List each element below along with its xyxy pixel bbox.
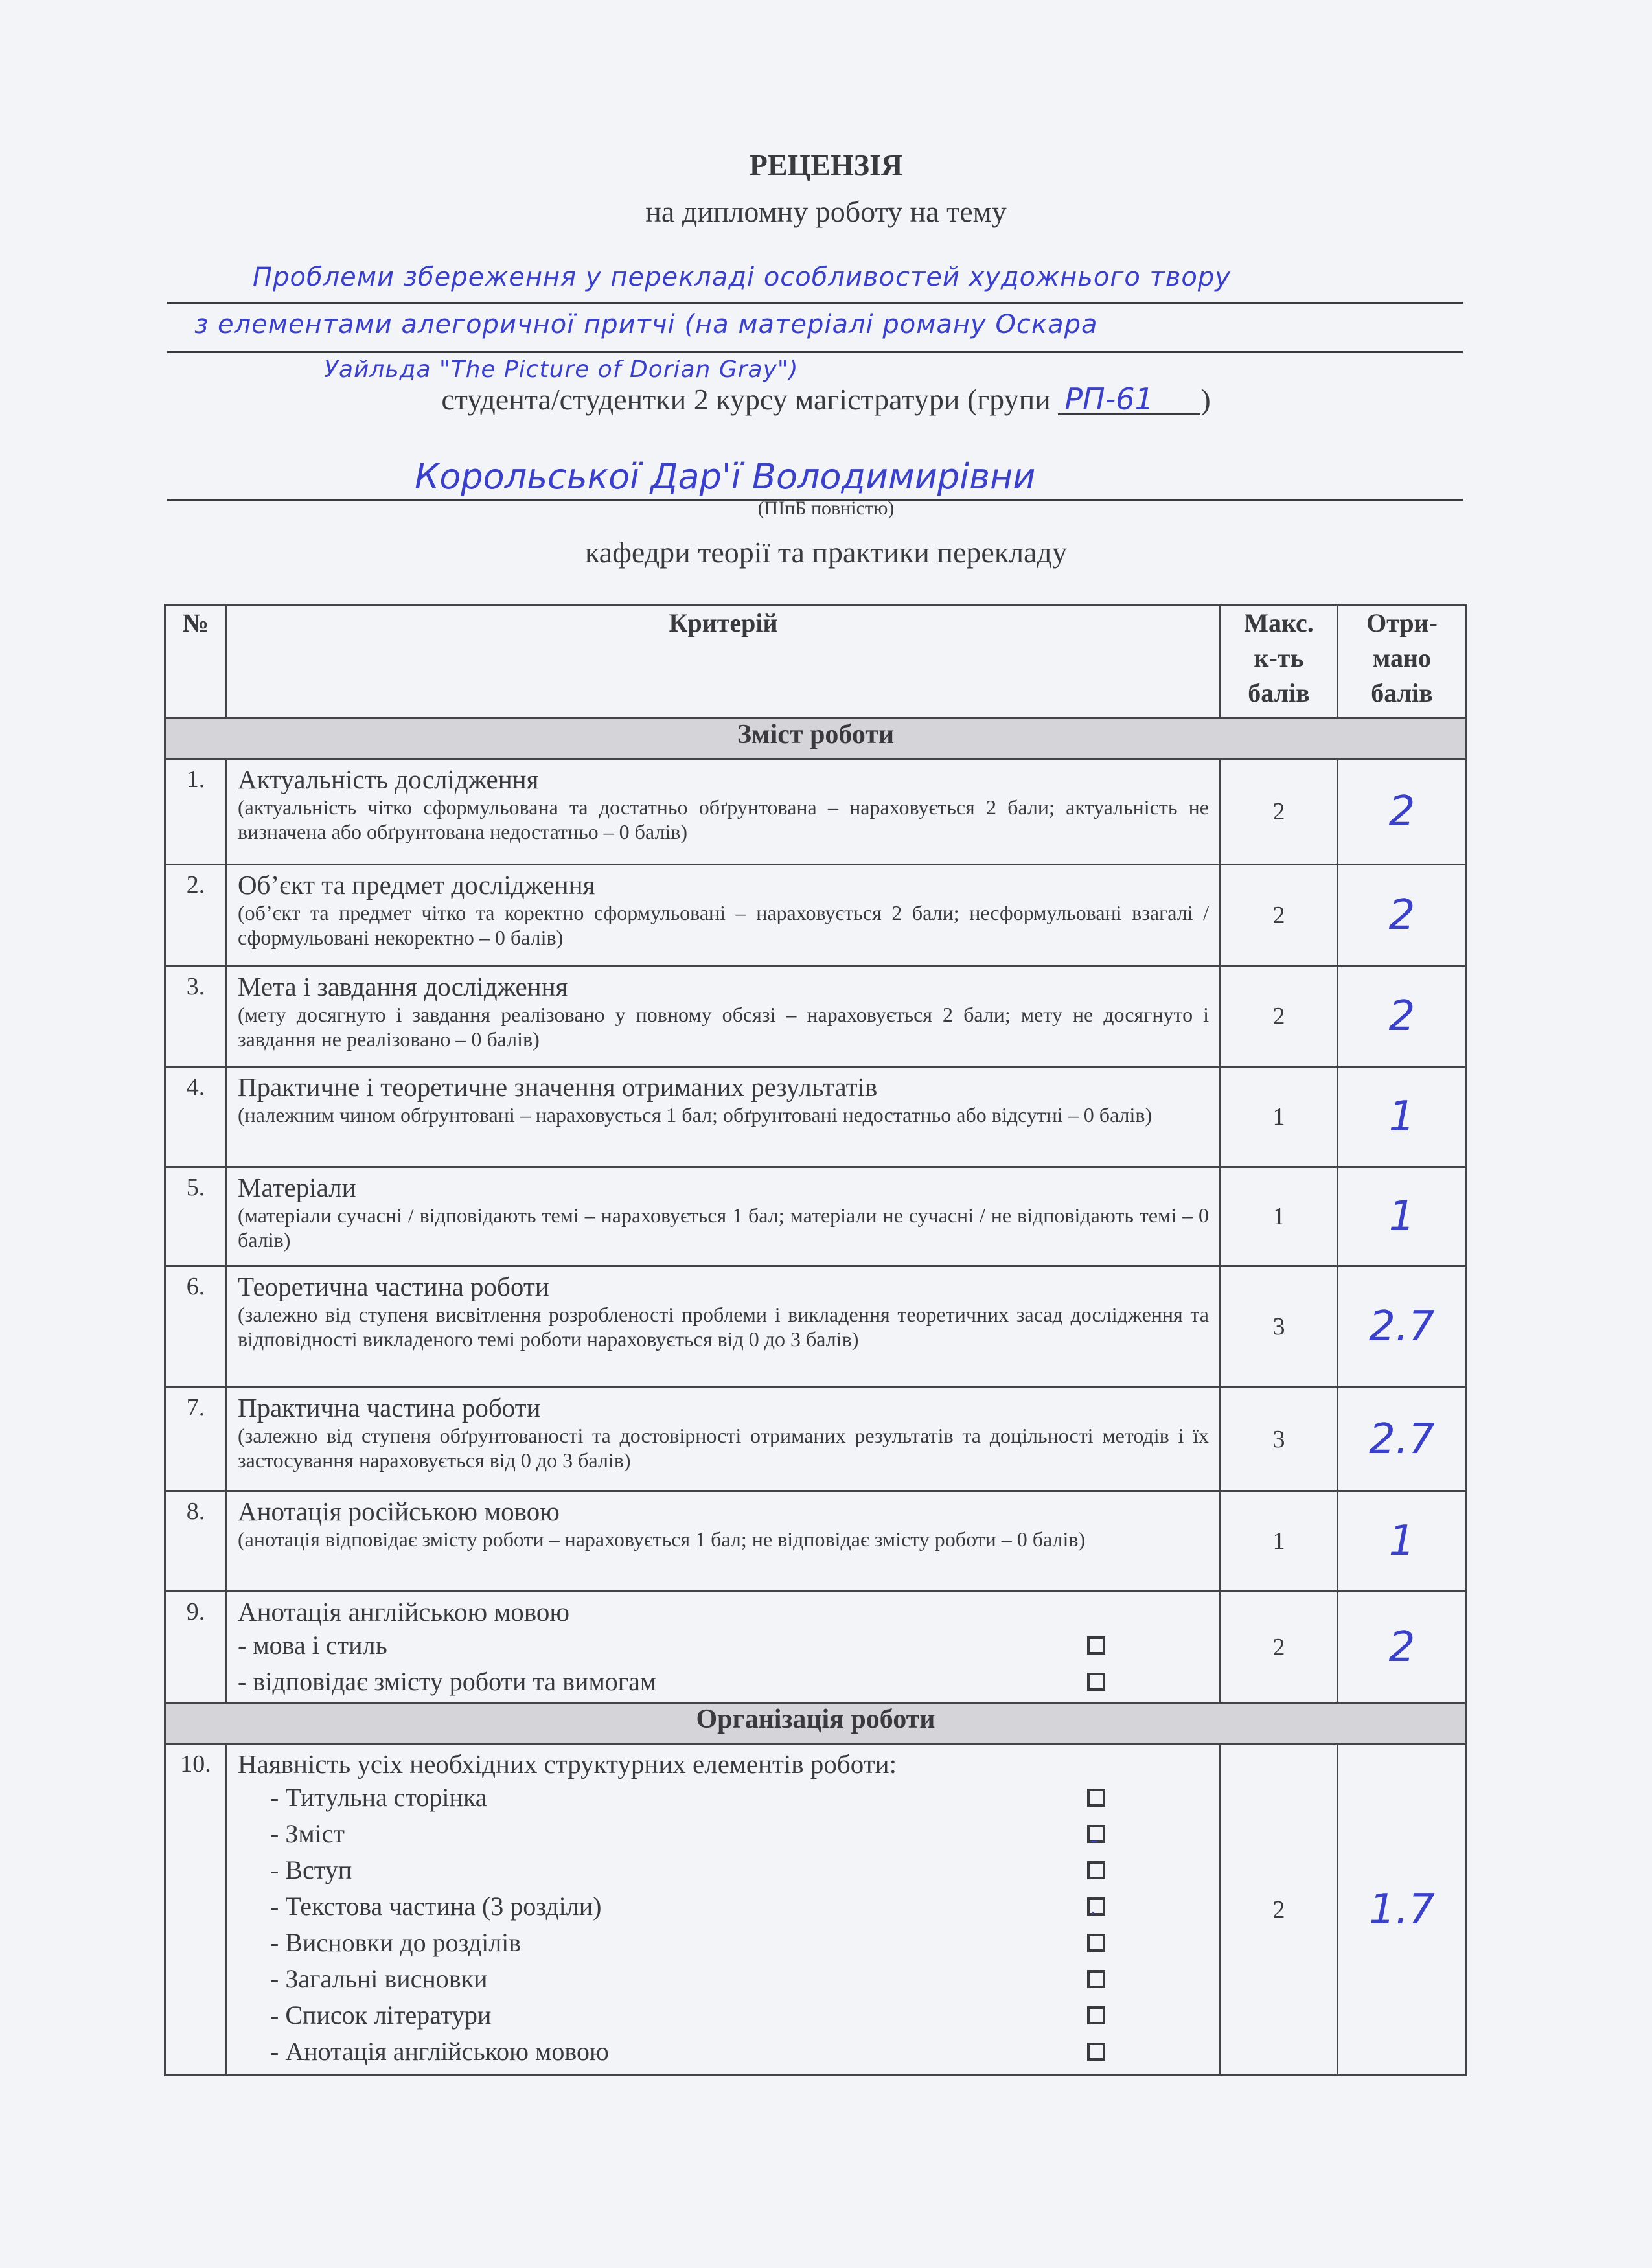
table-row (165, 1744, 1467, 2076)
checkbox[interactable] (1087, 1897, 1105, 1921)
checklist-item (238, 1627, 1209, 1664)
received-score[interactable]: 2.7 (1338, 1388, 1467, 1491)
max-score: 3 (1221, 1266, 1338, 1388)
col-header-criterion: Критерій (227, 605, 1221, 718)
col-header-max-line: к-ть (1254, 643, 1304, 672)
checkbox[interactable] (1087, 1636, 1105, 1655)
received-score[interactable]: 2 (1338, 1592, 1467, 1703)
checkbox-mark: – (1090, 1832, 1097, 1848)
criterion-description: (мету досягнуто і завдання реалізовано у повному обсязі – нараховується 2 бали; мету не досягнуто і завдання не реалізовано – 0 балів) (238, 1003, 1209, 1051)
row-number: 8. (165, 1491, 227, 1592)
row-number: 6. (165, 1266, 227, 1388)
max-score: 2 (1221, 967, 1338, 1067)
criterion-description: (залежно від ступеня обґрунтованості та достовірності отриманих результатів та доцільності методів і їх застосування нараховується від 0 до 3 балів) (238, 1424, 1209, 1472)
section-title: Організація роботи (165, 1703, 1467, 1744)
table-row (165, 967, 1467, 1067)
checklist-label: - Титульна сторінка (270, 1783, 487, 1812)
criterion-title: Матеріали (238, 1173, 356, 1202)
topic-line-1[interactable]: Проблеми збереження у перекладі особливостей художнього твору (253, 262, 1231, 292)
received-score[interactable]: 1.7 (1338, 1744, 1467, 2076)
criterion-title: Практичне і теоретичне значення отриманих результатів (238, 1072, 878, 1102)
checklist-label: - Вступ (270, 1855, 352, 1884)
checkbox[interactable] (1087, 1789, 1105, 1807)
criterion-title: Мета і завдання дослідження (238, 972, 568, 1002)
max-score: 1 (1221, 1067, 1338, 1167)
checkbox[interactable] (1087, 1673, 1105, 1691)
row-number: 2. (165, 865, 227, 967)
criterion-description: (актуальність чітко сформульована та достатньо обґрунтована – нараховується 2 бали; актуальність не визначена або обґрунтована недостатньо – 0 балів) (238, 796, 1209, 843)
checklist-item (238, 1852, 1209, 1888)
checkbox[interactable] (1087, 1934, 1105, 1952)
col-header-max-line: Макс. (1244, 608, 1314, 637)
criterion-cell (227, 967, 1221, 1067)
checklist-label: - Зміст (270, 1819, 345, 1848)
col-header-received-line: балів (1371, 678, 1433, 707)
checklist-label: - Текстова частина (3 розділи) (270, 1892, 602, 1921)
received-score[interactable]: 1 (1338, 1491, 1467, 1592)
criterion-title: Анотація англійською мовою (238, 1597, 569, 1627)
checklist-label: - Висновки до розділів (270, 1928, 522, 1957)
page-subtitle: на дипломну роботу на тему (645, 195, 1007, 228)
col-header-max (1221, 605, 1338, 718)
checkbox-mark: · (1090, 1905, 1096, 1921)
criterion-cell (227, 1388, 1221, 1491)
checklist-item (238, 1961, 1209, 1997)
section-row (165, 718, 1467, 759)
received-score[interactable]: 2 (1338, 865, 1467, 967)
col-header-max-line: балів (1248, 678, 1310, 707)
criterion-title: Наявність усіх необхідних структурних елементів роботи: (238, 1749, 897, 1779)
topic-rule-2 (167, 351, 1463, 353)
department: кафедри теорії та практики перекладу (585, 536, 1067, 569)
table-row (165, 1167, 1467, 1266)
checklist-item (238, 2033, 1209, 2070)
col-header-received-line: Отри- (1366, 608, 1438, 637)
checklist-item (238, 1780, 1209, 1816)
received-score[interactable]: 2 (1338, 759, 1467, 865)
checklist-item (238, 1816, 1209, 1852)
criterion-cell (227, 1266, 1221, 1388)
topic-line-2[interactable]: з елементами алегоричної притчі (на матеріалі роману Оскара (194, 310, 1098, 339)
criterion-cell (227, 1167, 1221, 1266)
table-row (165, 1388, 1467, 1491)
criterion-description: (залежно від ступеня висвітлення розробленості проблеми і викладення теоретичних засад дослідження та відповідності викладеного темі роботи нараховується від 0 до 3 балів) (238, 1303, 1209, 1351)
review-table (164, 604, 1467, 2076)
row-number: 9. (165, 1592, 227, 1703)
table-row (165, 1592, 1467, 1703)
checklist-item (238, 1925, 1209, 1961)
page-title: РЕЦЕНЗІЯ (749, 148, 903, 181)
checkbox[interactable] (1087, 2006, 1105, 2024)
criterion-description: (об’єкт та предмет чітко та коректно сформульовані – нараховується 2 бали; несформульовані взагалі / сформульовані некоректно – 0 балів) (238, 901, 1209, 949)
table-header-row (165, 605, 1467, 718)
criterion-description: (матеріали сучасні / відповідають темі – нараховується 1 бал; матеріали не сучасні / не відповідають темі – 0 балів) (238, 1204, 1209, 1252)
col-header-num: № (165, 605, 227, 718)
criterion-description: (належним чином обґрунтовані – нараховується 1 бал; обґрунтовані недостатньо або відсутні – 0 балів) (238, 1103, 1153, 1127)
row-number: 5. (165, 1167, 227, 1266)
checklist-item (238, 1997, 1209, 2033)
checkbox[interactable] (1087, 1825, 1105, 1848)
table-row (165, 1266, 1467, 1388)
criterion-cell (227, 1067, 1221, 1167)
student-prefix: студента/студентки 2 курсу магістратури (групи (441, 383, 1051, 416)
row-number: 1. (165, 759, 227, 865)
name-caption: (ПІпБ повністю) (757, 498, 895, 519)
max-score: 2 (1221, 1592, 1338, 1703)
criterion-cell (227, 865, 1221, 967)
criterion-title: Анотація російською мовою (238, 1496, 560, 1526)
table-row (165, 1067, 1467, 1167)
student-name-field[interactable]: Корольської Дар'ї Володимирівни (415, 456, 1036, 497)
topic-line-3[interactable]: Уайльда "The Picture of Dorian Gray") (324, 356, 799, 383)
criteria-rows (165, 759, 1467, 1592)
table-row (165, 759, 1467, 865)
checklist-label: - відповідає змісту роботи та вимогам (238, 1667, 657, 1696)
checklist-item (238, 1888, 1209, 1925)
criterion-cell (227, 759, 1221, 865)
col-header-received (1338, 605, 1467, 718)
criterion-cell (227, 1744, 1221, 2076)
max-score: 2 (1221, 759, 1338, 865)
table-row (165, 865, 1467, 967)
checklist-label: - Список літератури (270, 2000, 492, 2030)
received-score[interactable]: 1 (1338, 1067, 1467, 1167)
row-number: 3. (165, 967, 227, 1067)
criterion-cell (227, 1491, 1221, 1592)
student-line (0, 382, 1652, 417)
max-score: 3 (1221, 1388, 1338, 1491)
student-suffix: ) (1200, 383, 1211, 416)
checklist-label: - мова і стиль (238, 1631, 387, 1660)
received-score[interactable]: 2.7 (1338, 1266, 1467, 1388)
col-header-received-line: мано (1372, 643, 1432, 672)
received-score[interactable]: 1 (1338, 1167, 1467, 1266)
max-score: 2 (1221, 865, 1338, 967)
criterion-title: Об’єкт та предмет дослідження (238, 870, 595, 900)
max-score: 1 (1221, 1491, 1338, 1592)
row-number: 7. (165, 1388, 227, 1491)
checklist-label: - Загальні висновки (270, 1964, 488, 1993)
row-number: 4. (165, 1067, 227, 1167)
checkbox[interactable] (1087, 1970, 1105, 1988)
group-field[interactable]: РП-61 (1058, 385, 1200, 415)
criterion-title: Актуальність дослідження (238, 764, 539, 794)
checkbox[interactable] (1087, 2043, 1105, 2061)
checklist-label: - Анотація англійською мовою (270, 2037, 609, 2066)
section-title: Зміст роботи (165, 718, 1467, 759)
criterion-cell (227, 1592, 1221, 1703)
criterion-title: Теоретична частина роботи (238, 1272, 549, 1301)
topic-rule-1 (167, 302, 1463, 304)
table-row (165, 1491, 1467, 1592)
max-score: 2 (1221, 1744, 1338, 2076)
max-score: 1 (1221, 1167, 1338, 1266)
criterion-title: Практична частина роботи (238, 1393, 541, 1423)
section-row (165, 1703, 1467, 1744)
checklist-item (238, 1664, 1209, 1700)
checkbox[interactable] (1087, 1861, 1105, 1879)
criterion-description: (анотація відповідає змісту роботи – нараховується 1 бал; не відповідає змісту роботи – 0 балів) (238, 1528, 1086, 1551)
received-score[interactable]: 2 (1338, 967, 1467, 1067)
row-number: 10. (165, 1744, 227, 2076)
